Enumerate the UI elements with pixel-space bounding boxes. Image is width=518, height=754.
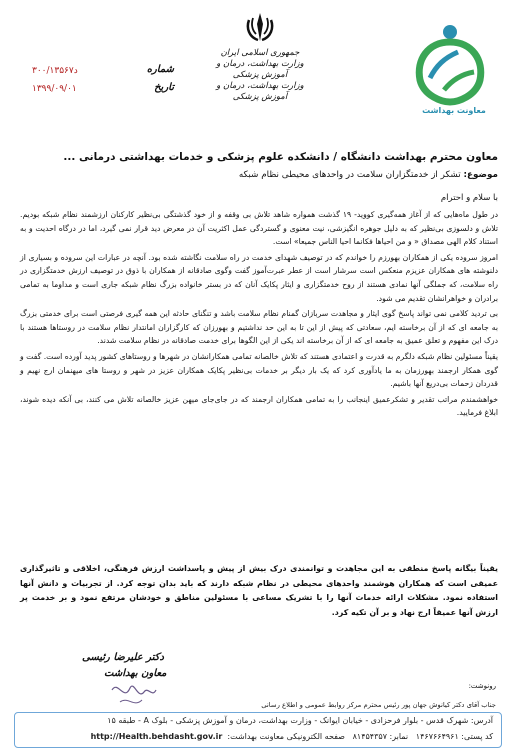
leaf-logo-icon (400, 18, 500, 106)
ref-number-label: شماره (146, 64, 174, 75)
emblem-line-3: وزارت بهداشت، درمان و آموزش پزشکی (216, 81, 304, 102)
closing-paragraph: یقیناً بیگانه پاسخ منطقی به این مجاهدت و توانمندی درک بیش از پیش و پاسداشت ارزش فرهنگی، اخلاقی و تاثیرگذاری عمیقی است که همکاران هوشمند واحدهای محیطی در نظام شبکه دارند که باید بدان توجه کرد. از تجربیات و دانش آنها استفاده نمود. مشکلات ارائه خدمات آنها را با تشریک مساعی با مسئولین مناطق و خودشان مرتفع نمود و بر خدمت پر ارزش آنها عمیقاً ارج نهاد و بر آن تکیه کرد. (20, 564, 498, 617)
subject-line (20, 169, 498, 182)
reference-block (24, 62, 174, 112)
recipient-heading: معاون محترم بهداشت دانشگاه / دانشکده علوم پزشکی و خدمات بهداشتی درمانی ... (63, 151, 498, 163)
logo-caption: معاونت بهداشت (422, 106, 486, 115)
national-emblem-icon (243, 10, 277, 44)
subject-label: موضوع: (463, 170, 498, 180)
signatory-name: دکتر علیرضا رئیسی (82, 652, 164, 663)
signatory-title: معاون بهداشت (104, 668, 167, 679)
greeting: با سلام و احترام (440, 193, 498, 203)
cc-label: رونوشت: (468, 682, 496, 690)
paragraph: خواهشمندم مراتب تقدیر و تشکرعمیق اینجانب را به تمامی همکاران ارجمند که در جای‌جای میهن عزیز خالصانه تلاش می کنند، بی آنکه دیده شوند، ابلاغ فرمایید. (20, 394, 498, 418)
paragraph: در طول ماه‌هایی که از آغاز همه‌گیری کووید- ۱۹ گذشت همواره شاهد تلاش بی وقفه و از خود گذشتگی بی‌نظیر کارکنان ارزشمند نظام شبکه بودیم. تلاش و دلسوزی بی‌نظیر که به دلیل جوهره انگیزشی، نیت معنوی و گستردگی عمل اکثریت آن در معرض دید قرار نمی گیرد، اما در درگاه احدیت و به استناد کلام الهی مصداق « و من احیاها فکانما احیا الناس جمیعا» است. (20, 210, 498, 247)
subject-text: تشکر از خدمتگزاران سلامت در واحدهای محیطی نظام شبکه (238, 170, 461, 180)
footer-fax: نمابر: ۸۱۴۵۴۳۵۷ (352, 732, 409, 741)
paragraph: امروز سروده یکی از همکاران بهورزم را خواندم که در توصیف شهدای خدمت در راه سلامت نگاشته شده بود. آنچه در عبارات این سروده و بسیاری از دلنوشته های همکاران عزیزم منعکس است سرشار است از عطر عبرت‌آموز گفت وگوی صادقانه از همکاران با ذوق در توصیف ارزش خدمتگزاری در راه سلامت، که جملگی آنها نمادی هستند از روح خدمتگزاری و ایثار پکایک آنان که در بستر خانواده بزرگ نظام شبکه جاری است و مداوما به تمامی برادران و خواهرانشان تقدیم می شود. (20, 252, 498, 303)
letter-body (20, 208, 498, 422)
emblem-line-1: جمهوری اسلامی ایران (220, 48, 300, 58)
cc-recipient: جناب آقای دکتر کیانوش جهان پور رئیس محترم مرکز روابط عمومی و اطلاع رسانی (261, 701, 496, 709)
health-deputy-logo (400, 18, 500, 118)
footer-website-link[interactable]: http://Health.behdasht.gov.ir (90, 732, 223, 741)
paragraph: بی تردید کلامی نمی تواند پاسخ گوی ایثار و مجاهدت سربازان گمنام نظام سلامت باشد و تنگنای حادثه این همه گیری فرصتی است برای خدمتی بزرگ به جامعه ای که از آن برخاسته ایم، سعادتی که پیش از این تا به این حد نداشتیم و بهورزان که کارگزاران امانتدار نظام سلامت در روستاها هستند با درک این مفهوم و تعلق عمیق به جامعه ای که از آن برخاسته اند یکی از این الگوها برای خدمت صادقانه در نظام سلامت شدند. (20, 309, 498, 346)
footer-address: آدرس: شهرک قدس - بلوار فرحزادی - خیابان ایوانک - وزارت بهداشت، درمان و آموزش پزشکی - بلوک A - طبقه ۱۵ (107, 716, 493, 725)
date-label: تاریخ (154, 82, 174, 93)
footer-postal: کد پستی: ۱۴۶۷۶۶۴۹۶۱ (415, 732, 493, 741)
emblem-line-2: وزارت بهداشت، درمان و آموزش پزشکی (216, 59, 304, 80)
date-value: ۱۳۹۹/۰۹/۰۱ (32, 84, 77, 94)
paragraph: یقیناً مسئولین نظام شبکه دلگرم به قدرت و اعتمادی هستند که تلاش خالصانه تمامی همکارانشان در شهرها و روستاهای کشور پدید آورده است. گفت و گوی همکار ارجمند بهورزمان به ما یادآوری کرد که یک بار دیگر بر خدمات بی‌نظیر پکایک همکاران عزیز در شهر و روستا های میهنمان ارج نهیم و قدردان زحمات بی‌دریغ آنها باشیم. (20, 351, 498, 389)
address-footer (14, 712, 502, 748)
ministry-emblem (205, 10, 315, 110)
footer-website-label: صفحه الکترونیکی معاونت بهداشت: (227, 732, 345, 741)
footer-contact (91, 732, 493, 741)
ref-number-value: ۳۰۰/۱۳۵۶۷د (32, 66, 78, 76)
